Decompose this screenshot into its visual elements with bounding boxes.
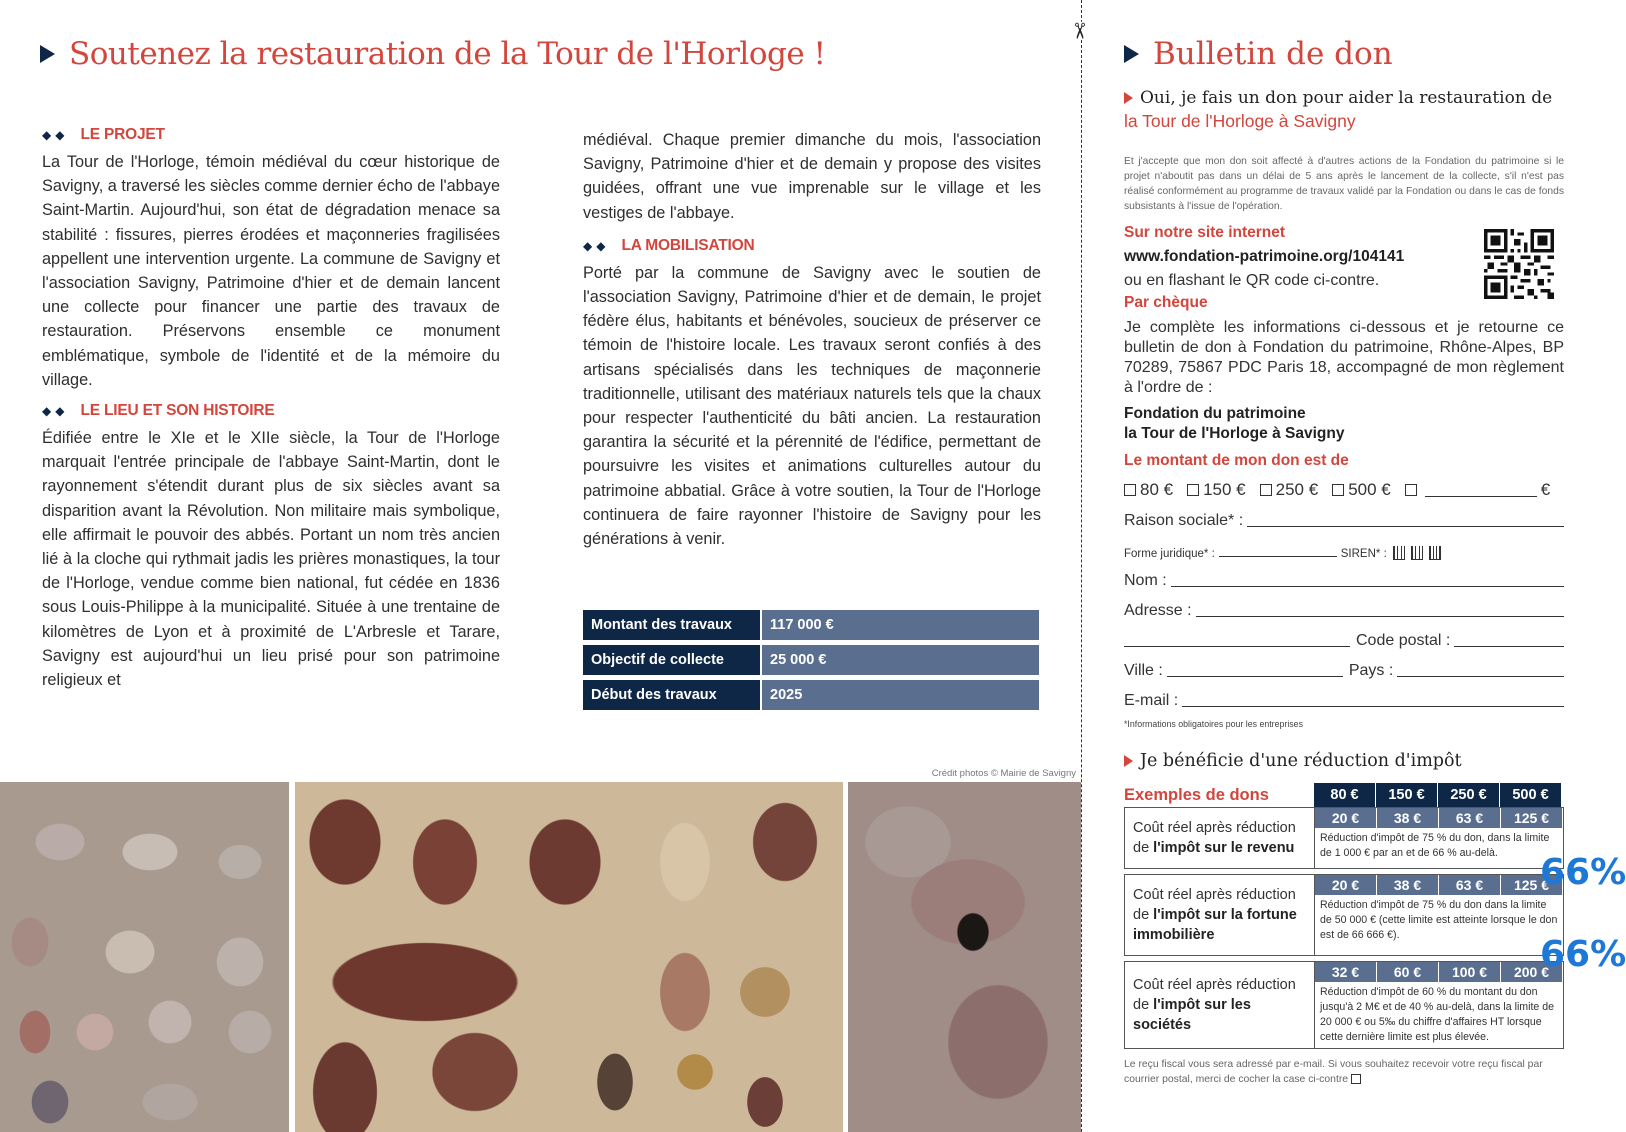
projet-text: La Tour de l'Horloge, témoin médiéval du cœur historique de Savigny, a traversé les siècles comme dernier écho de l'abbaye Saint-Martin. Aujourd'hui, son état de dégradation menace sa stabilité : fissures, pierres érodées et maçonneries fragilisées appellent une intervention urgente. La commune de Savigny et l'association Savigny, Patrimoine d'hier et de demain lancent une collecte pour financer une partie des travaux de restauration. Préservons ensemble ce monument emblématique, symbole de l'identité et de la mémoire du village.	[42, 153, 501, 389]
fact-row	[583, 680, 1039, 710]
amount-option-80[interactable]: 80 €	[1124, 480, 1173, 500]
code-postal-input[interactable]	[1454, 646, 1564, 647]
donation-url[interactable]: www.fondation-patrimoine.org/104141	[1124, 248, 1405, 265]
cost-cell: 125 €	[1501, 875, 1562, 895]
triangle-bullet-icon	[1124, 92, 1133, 104]
amount-option-other[interactable]: €	[1405, 480, 1550, 500]
disclaimer: Et j'accepte que mon don soit affecté à d'autres actions de la Fondation du patrimoine si le projet n'aboutit pas dans un délai de 5 ans après le lancement de la collecte, s'il n'est pas réalisé conformément au programme de travaux validé par la Fondation ou dans le cas de fonds subsistants à l'issue de l'opération.	[1124, 156, 1564, 212]
project-name: la Tour de l'Horloge à Savigny	[1124, 111, 1356, 131]
cheque-heading: Par chèque	[1124, 294, 1208, 311]
nom-field[interactable]: Nom :	[1124, 571, 1564, 590]
examples-header: Exemples de dons 80 € 150 € 250 € 500 €	[1124, 783, 1564, 807]
checkbox[interactable]	[1405, 484, 1417, 496]
adresse-line-2-input[interactable]	[1124, 646, 1350, 647]
pays-input[interactable]	[1397, 676, 1564, 677]
cost-cell: 200 €	[1501, 962, 1562, 982]
photo-stone-wall-2	[295, 782, 843, 1132]
section-heading-mobilisation: ◆◆ LA MOBILISATION	[583, 235, 1041, 257]
photo-stone-wall-1	[0, 782, 289, 1132]
postal-receipt-checkbox[interactable]	[1351, 1074, 1361, 1084]
section-heading-lieu: ◆◆ LE LIEU ET SON HISTOIRE	[42, 400, 500, 422]
ville-pays-row: Ville : Pays :	[1124, 661, 1564, 680]
lieu-text: Édifiée entre le XIe et le XIIe siècle, la Tour de l'Horloge marquait l'entrée principale de l'abbaye Saint-Martin, dont le rayonnement s'étendit durant plus de six siècles avant sa disparition avant la Révolution. Non militaire mais symbolique, elle affirmait le pouvoir des abbés. Portant un nom très ancien lié à la cloche qui rythmait jadis les prières monastiques, la tour de l'Horloge, vendue comme bien national, fut cédée en 1836 sous Louis-Philippe à la municipalité. Située à une trentaine de kilomètres de Lyon et à proximité de L'Arbresle et Tarare, Savigny est aujourd'hui un lieu prisé pour son patrimoine religieux et	[42, 429, 500, 690]
amount-options	[1124, 480, 1564, 500]
oui-line: Oui, je fais un don pour aider la restauration de	[1124, 88, 1564, 108]
handwritten-annotation: 66%	[1540, 934, 1626, 975]
cost-cell: 125 €	[1501, 808, 1562, 828]
mandatory-note: *Informations obligatoires pour les entreprises	[1124, 719, 1303, 729]
fact-value: 25 000 €	[762, 645, 1039, 675]
tax-block-societes: Coût réel après réduction de l'impôt sur les sociétés 32 € 60 € 100 € 200 € Réduction d'impôt de 60 % du montant du don jusqu'à 2 M€ et de 40 % au-delà, dans la limite de 20 000 € ou 5‰ du chiffre d'affaires HT lorsque cette dernière limite est plus élevée.	[1124, 961, 1564, 1049]
cost-cell: 60 €	[1377, 962, 1438, 982]
main-title	[40, 36, 826, 72]
cost-cell: 38 €	[1377, 808, 1438, 828]
cost-cell: 38 €	[1377, 875, 1438, 895]
example-amount: 500 €	[1500, 783, 1561, 807]
example-amount: 250 €	[1438, 783, 1499, 807]
cost-cell: 63 €	[1439, 808, 1500, 828]
scissors-icon: ✂	[1067, 21, 1093, 41]
fact-row	[583, 645, 1039, 675]
payee: Fondation du patrimoine la Tour de l'Horloge à Savigny	[1124, 405, 1345, 442]
adresse-field[interactable]: Adresse :	[1124, 601, 1564, 620]
siren-input[interactable]	[1393, 546, 1441, 560]
checkbox[interactable]	[1260, 484, 1272, 496]
triangle-bullet-icon	[1124, 755, 1133, 767]
cost-cell: 100 €	[1439, 962, 1500, 982]
ville-input[interactable]	[1167, 676, 1343, 677]
donation-form	[1124, 36, 1564, 1087]
forme-juridique-input[interactable]	[1219, 556, 1337, 557]
photo-stone-wall-3	[848, 782, 1081, 1132]
amount-option-150[interactable]: 150 €	[1187, 480, 1246, 500]
other-amount-input[interactable]	[1425, 483, 1537, 497]
fact-label: Montant des travaux	[583, 610, 760, 640]
tax-note: Réduction d'impôt de 75 % du don dans la limite de 50 000 € (cette limite est atteinte lorsque le don est de 66 666 €).	[1320, 899, 1558, 941]
forme-juridique-row: Forme juridique* : SIREN* :	[1124, 541, 1564, 560]
cost-cell: 20 €	[1315, 875, 1376, 895]
fact-row	[583, 610, 1039, 640]
fact-label: Objectif de collecte	[583, 645, 760, 675]
checkbox[interactable]	[1187, 484, 1199, 496]
raison-sociale-field[interactable]: Raison sociale* :	[1124, 511, 1564, 530]
qr-code-icon[interactable]	[1484, 229, 1554, 299]
cost-cell: 63 €	[1439, 875, 1500, 895]
triangle-bullet-icon	[1124, 45, 1139, 63]
lieu-text-continuation: médiéval. Chaque premier dimanche du mois, l'association Savigny, Patrimoine d'hier et de demain y propose des visites guidées, offrant une vue imprenable sur le village et les vestiges de l'abbaye.	[583, 131, 1041, 222]
diamonds-icon: ◆◆	[583, 238, 610, 253]
qr-instructions: ou en flashant le QR code ci-contre.	[1124, 272, 1380, 289]
diamonds-icon: ◆◆	[42, 127, 69, 142]
example-amount: 150 €	[1376, 783, 1437, 807]
cut-line	[1081, 0, 1082, 1132]
example-amount: 80 €	[1314, 783, 1375, 807]
fact-label: Début des travaux	[583, 680, 760, 710]
page-title: Soutenez la restauration de la Tour de l'Horloge !	[69, 36, 826, 72]
diamonds-icon: ◆◆	[42, 403, 69, 418]
mobilisation-text: Porté par la commune de Savigny avec le soutien de l'association Savigny, Patrimoine d'hier et de demain, le projet fédère élus, habitants et bénévoles, soucieux de préserver ce témoin de l'histoire locale. Les travaux seront confiés à des artisans spécialisés dans les techniques de maçonnerie traditionnelle, utilisant des matériaux naturels tels que la chaux pour respecter l'authenticité du bâti ancien. La restauration garantira la sécurité et la pérennité de l'édifice, permettant de poursuivre les visites et animations culturelles autour du patrimoine abbatial. Grâce à votre soutien, la Tour de l'Horloge continuera de faire rayonner l'histoire de Savigny pour les générations à venir.	[583, 263, 1041, 549]
receipt-note: Le reçu fiscal vous sera adressé par e-mail. Si vous souhaitez recevoir votre reçu fiscal par courrier postal, merci de cocher la case ci-contre	[1124, 1059, 1543, 1085]
checkbox[interactable]	[1332, 484, 1344, 496]
key-facts-table	[583, 610, 1039, 715]
amount-option-500[interactable]: 500 €	[1332, 480, 1391, 500]
cost-cell: 20 €	[1315, 808, 1376, 828]
checkbox[interactable]	[1124, 484, 1136, 496]
tax-block-ifi: Coût réel après réduction de l'impôt sur la fortune immobilière 20 € 38 € 63 € 125 € Réduction d'impôt de 75 % du don dans la limite de 50 000 € (cette limite est atteinte lorsque le don est de 66 666 €).	[1124, 874, 1564, 956]
tax-note: Réduction d'impôt de 60 % du montant du don jusqu'à 2 M€ et de 40 % au-delà, dans la limite de 20 000 € ou 5‰ du chiffre d'affaires HT lorsque cette dernière limite est plus élevée.	[1320, 986, 1555, 1043]
fact-value: 2025	[762, 680, 1039, 710]
cost-cell: 32 €	[1315, 962, 1376, 982]
photo-credit: Crédit photos © Mairie de Savigny	[931, 768, 1076, 779]
web-heading: Sur notre site internet	[1124, 224, 1286, 241]
amount-option-250[interactable]: 250 €	[1260, 480, 1319, 500]
section-heading-projet: ◆◆ LE PROJET	[42, 124, 500, 146]
bulletin-title: Bulletin de don	[1124, 36, 1564, 72]
handwritten-annotation: 66%	[1540, 852, 1626, 893]
code-postal-row: Code postal :	[1124, 631, 1564, 650]
fact-value: 117 000 €	[762, 610, 1039, 640]
cheque-instructions: Je complète les informations ci-dessous et je retourne ce bulletin de don à Fondation du patrimoine, Rhône-Alpes, BP 70289, 75867 PDC Paris 18, accompagné de mon règlement à l'ordre de :	[1124, 319, 1564, 396]
email-field[interactable]: E-mail :	[1124, 691, 1564, 710]
column-left	[42, 124, 500, 698]
column-middle	[583, 128, 1041, 557]
tax-reduction-title: Je bénéficie d'une réduction d'impôt	[1124, 751, 1564, 771]
tax-note: Réduction d'impôt de 75 % du don, dans la limite de 1 000 € par an et de 66 % au-delà.	[1320, 832, 1550, 859]
tax-block-revenu: Coût réel après réduction de l'impôt sur le revenu 20 € 38 € 63 € 125 € Réduction d'impôt de 75 % du don, dans la limite de 1 000 € par an et de 66 % au-delà.	[1124, 807, 1564, 869]
web-section	[1124, 224, 1564, 290]
triangle-bullet-icon	[40, 45, 55, 63]
amount-heading: Le montant de mon don est de	[1124, 452, 1349, 469]
